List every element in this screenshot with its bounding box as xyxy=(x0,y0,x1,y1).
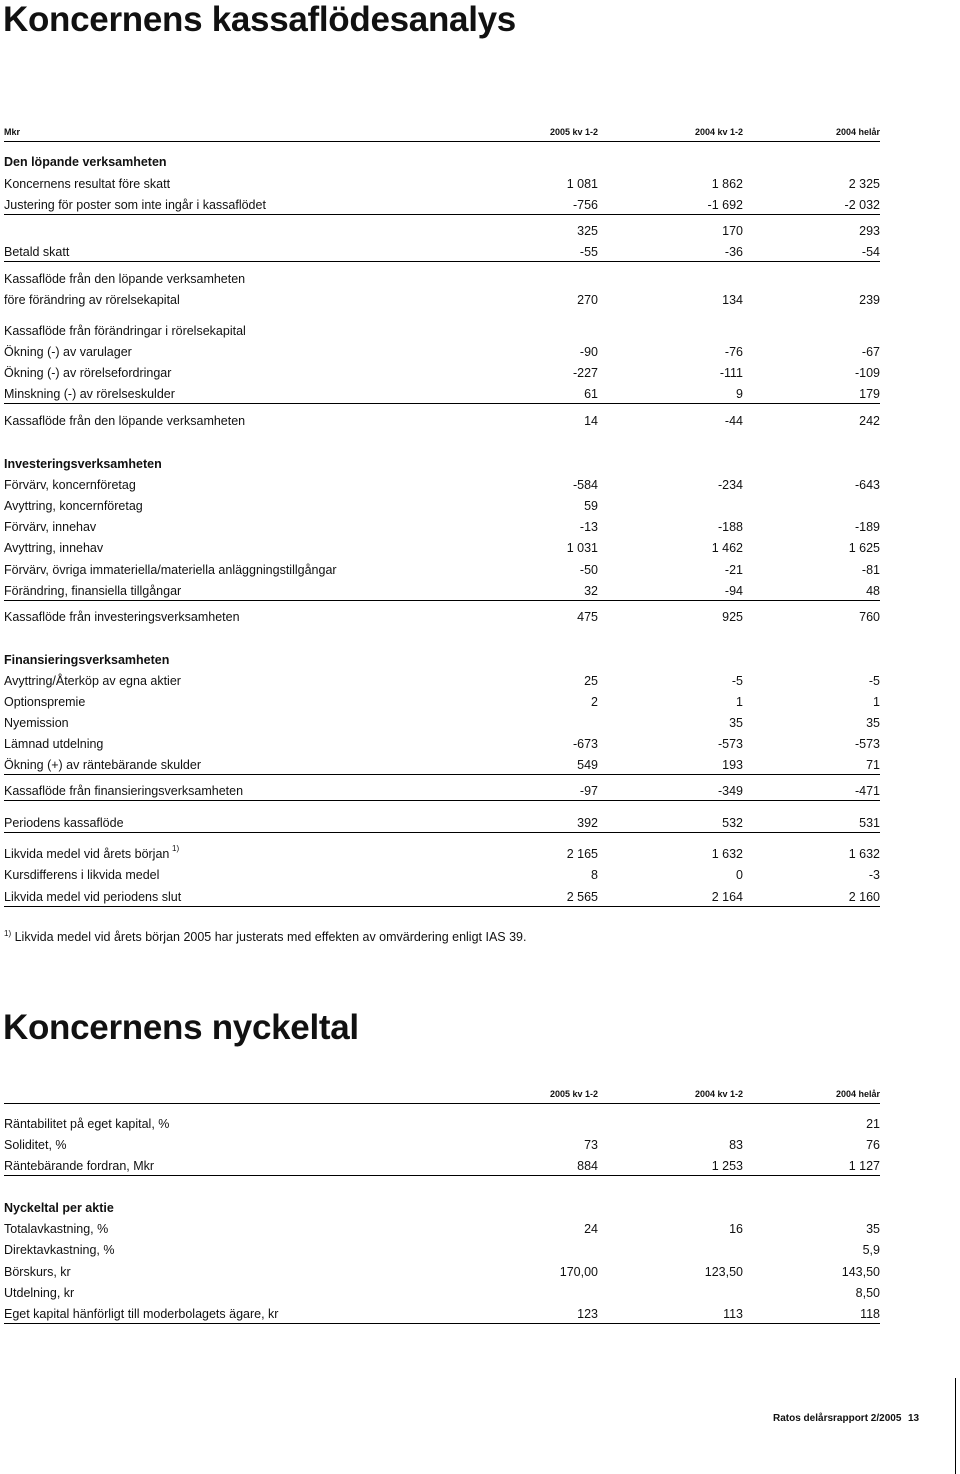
row-label: Nyemission xyxy=(4,716,69,730)
cell-col-1: 549 xyxy=(577,758,598,772)
cell-col-1: -584 xyxy=(572,478,598,492)
cell-col-3: -643 xyxy=(854,478,880,492)
row-label: Koncernens resultat före skatt xyxy=(4,177,171,191)
cell-col-3: 1 625 xyxy=(848,541,880,555)
table-row xyxy=(4,518,880,536)
cell-col-3: 760 xyxy=(859,610,880,624)
table-row xyxy=(4,270,880,288)
table-row xyxy=(4,1241,880,1259)
row-label: Direktavkastning, % xyxy=(4,1243,115,1257)
cell-col-2: 9 xyxy=(736,387,743,401)
table-row xyxy=(4,196,880,215)
cell-col-3: -471 xyxy=(854,784,880,798)
cell-col-2: 123,50 xyxy=(704,1265,743,1279)
row-label: Räntabilitet på eget kapital, % xyxy=(4,1117,170,1131)
cell-col-3: 5,9 xyxy=(862,1243,880,1257)
table-row xyxy=(4,672,880,690)
row-label: Betald skatt xyxy=(4,245,70,259)
table-row xyxy=(4,1157,880,1176)
cell-col-3: 293 xyxy=(859,224,880,238)
section-label: Den löpande verksamheten xyxy=(4,155,167,169)
cell-col-3: 2 325 xyxy=(848,177,880,191)
cell-col-3: 1 127 xyxy=(848,1159,880,1173)
table-row xyxy=(4,1263,880,1281)
cell-col-3: 1 632 xyxy=(848,847,880,861)
cell-col-3: 8,50 xyxy=(855,1286,880,1300)
cell-col-1: -227 xyxy=(572,366,598,380)
header-col-3: 2004 helår xyxy=(835,1089,880,1099)
cell-col-2: 1 632 xyxy=(711,847,743,861)
table-row xyxy=(4,243,880,262)
table-row xyxy=(4,1220,880,1238)
table-row xyxy=(4,1284,880,1302)
section-heading xyxy=(4,455,880,473)
cell-col-1: 8 xyxy=(591,868,598,882)
table-row xyxy=(4,782,880,801)
cell-col-2: -76 xyxy=(724,345,743,359)
header-unit: Mkr xyxy=(4,127,21,137)
publication-name: Ratos delårsrapport 2/2005 xyxy=(773,1413,902,1424)
row-label: Förvärv, övriga immateriella/materiella anläggningstillgångar xyxy=(4,563,337,577)
cell-col-1: 1 081 xyxy=(566,177,598,191)
row-label: Kassaflöde från investeringsverksamheten xyxy=(4,610,240,624)
row-label: Optionspremie xyxy=(4,695,86,709)
cell-col-2: -188 xyxy=(717,520,743,534)
cell-col-1: 24 xyxy=(584,1222,598,1236)
table-row xyxy=(4,888,880,907)
table-row xyxy=(4,608,880,626)
table-row xyxy=(4,1305,880,1324)
cell-col-3: 242 xyxy=(859,414,880,428)
header-col-2: 2004 kv 1-2 xyxy=(694,1089,743,1099)
row-label: Periodens kassaflöde xyxy=(4,816,124,830)
row-label: Avyttring, innehav xyxy=(4,541,104,555)
section-title: Koncernens nyckeltal xyxy=(3,1008,359,1047)
cell-col-1: 73 xyxy=(584,1138,598,1152)
table-header xyxy=(4,127,880,142)
cell-col-2: -573 xyxy=(717,737,743,751)
cell-col-2: 170 xyxy=(722,224,743,238)
cell-col-2: -5 xyxy=(731,674,743,688)
table-header xyxy=(4,1089,880,1104)
page-title: Koncernens kassaflödesanalys xyxy=(3,0,516,39)
cell-col-1: 475 xyxy=(577,610,598,624)
cell-col-3: 1 xyxy=(873,695,880,709)
row-label: Minskning (-) av rörelseskulder xyxy=(4,387,175,401)
row-label: Ökning (-) av varulager xyxy=(4,345,132,359)
row-label: Justering för poster som inte ingår i kassaflödet xyxy=(4,198,266,212)
cell-col-1: 25 xyxy=(584,674,598,688)
cell-col-3: -189 xyxy=(854,520,880,534)
cell-col-1: 392 xyxy=(577,816,598,830)
cell-col-3: 35 xyxy=(866,716,880,730)
margin-rule xyxy=(955,1378,956,1474)
row-label: Kassaflöde från den löpande verksamheten xyxy=(4,272,246,286)
table-row xyxy=(4,385,880,404)
cell-col-1: 2 165 xyxy=(566,847,598,861)
table-row xyxy=(4,364,880,382)
cell-col-3: -3 xyxy=(868,868,880,882)
cell-col-3: 35 xyxy=(866,1222,880,1236)
row-label: Räntebärande fordran, Mkr xyxy=(4,1159,155,1173)
row-label: Totalavkastning, % xyxy=(4,1222,109,1236)
table-row xyxy=(4,497,880,515)
row-label: Eget kapital hänförligt till moderbolagets ägare, kr xyxy=(4,1307,279,1321)
table-row xyxy=(4,735,880,753)
cell-col-1: -756 xyxy=(572,198,598,212)
table-row xyxy=(4,343,880,361)
cell-col-3: 71 xyxy=(866,758,880,772)
footnote xyxy=(4,930,526,944)
row-label: Likvida medel vid årets början xyxy=(4,847,170,861)
table-row: Likvida medel vid årets början 1) 2 165 1 632 1 632 xyxy=(4,844,880,861)
cell-col-2: 134 xyxy=(722,293,743,307)
row-label: Förändring, finansiella tillgångar xyxy=(4,584,182,598)
cell-col-3: 76 xyxy=(866,1138,880,1152)
table-row xyxy=(4,866,880,884)
table-row xyxy=(4,222,880,240)
cell-col-3: -2 032 xyxy=(844,198,880,212)
cell-col-3: 48 xyxy=(866,584,880,598)
cell-col-1: -55 xyxy=(579,245,598,259)
cell-col-2: 2 164 xyxy=(711,890,743,904)
table-row xyxy=(4,561,880,579)
cell-col-1: 61 xyxy=(584,387,598,401)
row-label: Lämnad utdelning xyxy=(4,737,104,751)
cell-col-2: 532 xyxy=(722,816,743,830)
section-label: Finansieringsverksamheten xyxy=(4,653,170,667)
cell-col-1: 59 xyxy=(584,499,598,513)
row-label: Kassaflöde från förändringar i rörelsekapital xyxy=(4,324,246,338)
row-label: Kassaflöde från den löpande verksamheten xyxy=(4,414,246,428)
cell-col-2: 16 xyxy=(729,1222,743,1236)
cell-col-1: 32 xyxy=(584,584,598,598)
cell-col-2: 1 462 xyxy=(711,541,743,555)
cell-col-3: 21 xyxy=(866,1117,880,1131)
cell-col-2: 0 xyxy=(736,868,743,882)
cell-col-3: -5 xyxy=(868,674,880,688)
cell-col-3: -109 xyxy=(854,366,880,380)
row-label: Utdelning, kr xyxy=(4,1286,75,1300)
cell-col-3: -81 xyxy=(861,563,880,577)
header-col-1: 2005 kv 1-2 xyxy=(549,1089,598,1099)
table-row xyxy=(4,476,880,494)
cell-col-3: -54 xyxy=(861,245,880,259)
cell-col-2: 35 xyxy=(729,716,743,730)
cell-col-1: -97 xyxy=(579,784,598,798)
table-row xyxy=(4,1136,880,1154)
cell-col-3: 118 xyxy=(860,1307,880,1321)
cell-col-2: -1 692 xyxy=(707,198,743,212)
table-row xyxy=(4,1115,880,1133)
cell-col-1: -90 xyxy=(579,345,598,359)
cell-col-1: -13 xyxy=(579,520,598,534)
cell-col-3: -67 xyxy=(861,345,880,359)
cell-col-2: 925 xyxy=(722,610,743,624)
cell-col-2: 193 xyxy=(722,758,743,772)
table-row xyxy=(4,756,880,775)
cell-col-1: 2 xyxy=(591,695,598,709)
section-label: Nyckeltal per aktie xyxy=(4,1201,114,1215)
row-label: före förändring av rörelsekapital xyxy=(4,293,180,307)
row-label: Ökning (+) av räntebärande skulder xyxy=(4,758,201,772)
section-heading xyxy=(4,1199,880,1217)
row-label: Avyttring, koncernföretag xyxy=(4,499,143,513)
row-label: Kassaflöde från finansieringsverksamheten xyxy=(4,784,244,798)
table-row xyxy=(4,291,880,309)
row-label: Kursdifferens i likvida medel xyxy=(4,868,160,882)
cell-col-2: -44 xyxy=(724,414,743,428)
row-label: Förvärv, koncernföretag xyxy=(4,478,136,492)
cell-col-2: 113 xyxy=(723,1307,743,1321)
cell-col-1: 14 xyxy=(584,414,598,428)
cell-col-1: -50 xyxy=(579,563,598,577)
cell-col-3: 239 xyxy=(859,293,880,307)
section-heading xyxy=(4,153,880,171)
row-label: Förvärv, innehav xyxy=(4,520,97,534)
header-col-3: 2004 helår xyxy=(835,127,880,137)
header-col-2: 2004 kv 1-2 xyxy=(694,127,743,137)
cell-col-2: -94 xyxy=(724,584,743,598)
table-row xyxy=(4,693,880,711)
row-label: Avyttring/Återköp av egna aktier xyxy=(4,674,181,688)
cell-col-2: 1 xyxy=(736,695,743,709)
table-row xyxy=(4,175,880,193)
cell-col-1: -673 xyxy=(572,737,598,751)
table-row xyxy=(4,322,880,340)
header-col-1: 2005 kv 1-2 xyxy=(549,127,598,137)
cell-col-1: 270 xyxy=(577,293,598,307)
cell-col-2: 83 xyxy=(729,1138,743,1152)
footnote-mark: 1) xyxy=(4,928,12,938)
cell-col-3: 2 160 xyxy=(848,890,880,904)
cell-col-1: 123 xyxy=(577,1307,598,1321)
cell-col-2: 1 253 xyxy=(711,1159,743,1173)
page-number: 13 xyxy=(908,1413,920,1424)
table-row xyxy=(4,412,880,430)
cell-col-3: 179 xyxy=(859,387,880,401)
row-label: Soliditet, % xyxy=(4,1138,67,1152)
cell-col-1: 2 565 xyxy=(566,890,598,904)
cell-col-2: -349 xyxy=(717,784,743,798)
cell-col-1: 1 031 xyxy=(566,541,598,555)
table-row xyxy=(4,582,880,601)
row-label: Likvida medel vid periodens slut xyxy=(4,890,182,904)
cell-col-2: 1 862 xyxy=(711,177,743,191)
row-label: Ökning (-) av rörelsefordringar xyxy=(4,366,172,380)
cell-col-3: 531 xyxy=(859,816,880,830)
footnote-text: Likvida medel vid årets början 2005 har justerats med effekten av omvärdering enligt IAS 39. xyxy=(14,930,527,944)
cell-col-1: 884 xyxy=(577,1159,598,1173)
row-label: Börskurs, kr xyxy=(4,1265,71,1279)
cell-col-1: 325 xyxy=(577,224,598,238)
cell-col-2: -21 xyxy=(724,563,743,577)
section-label: Investeringsverksamheten xyxy=(4,457,162,471)
section-heading xyxy=(4,651,880,669)
cell-col-3: -573 xyxy=(854,737,880,751)
cell-col-3: 143,50 xyxy=(841,1265,880,1279)
table-row xyxy=(4,714,880,732)
cell-col-2: -234 xyxy=(717,478,743,492)
cell-col-2: -36 xyxy=(724,245,743,259)
cell-col-2: -111 xyxy=(719,366,743,380)
table-row xyxy=(4,539,880,557)
cell-col-1: 170,00 xyxy=(559,1265,598,1279)
table-row xyxy=(4,814,880,833)
